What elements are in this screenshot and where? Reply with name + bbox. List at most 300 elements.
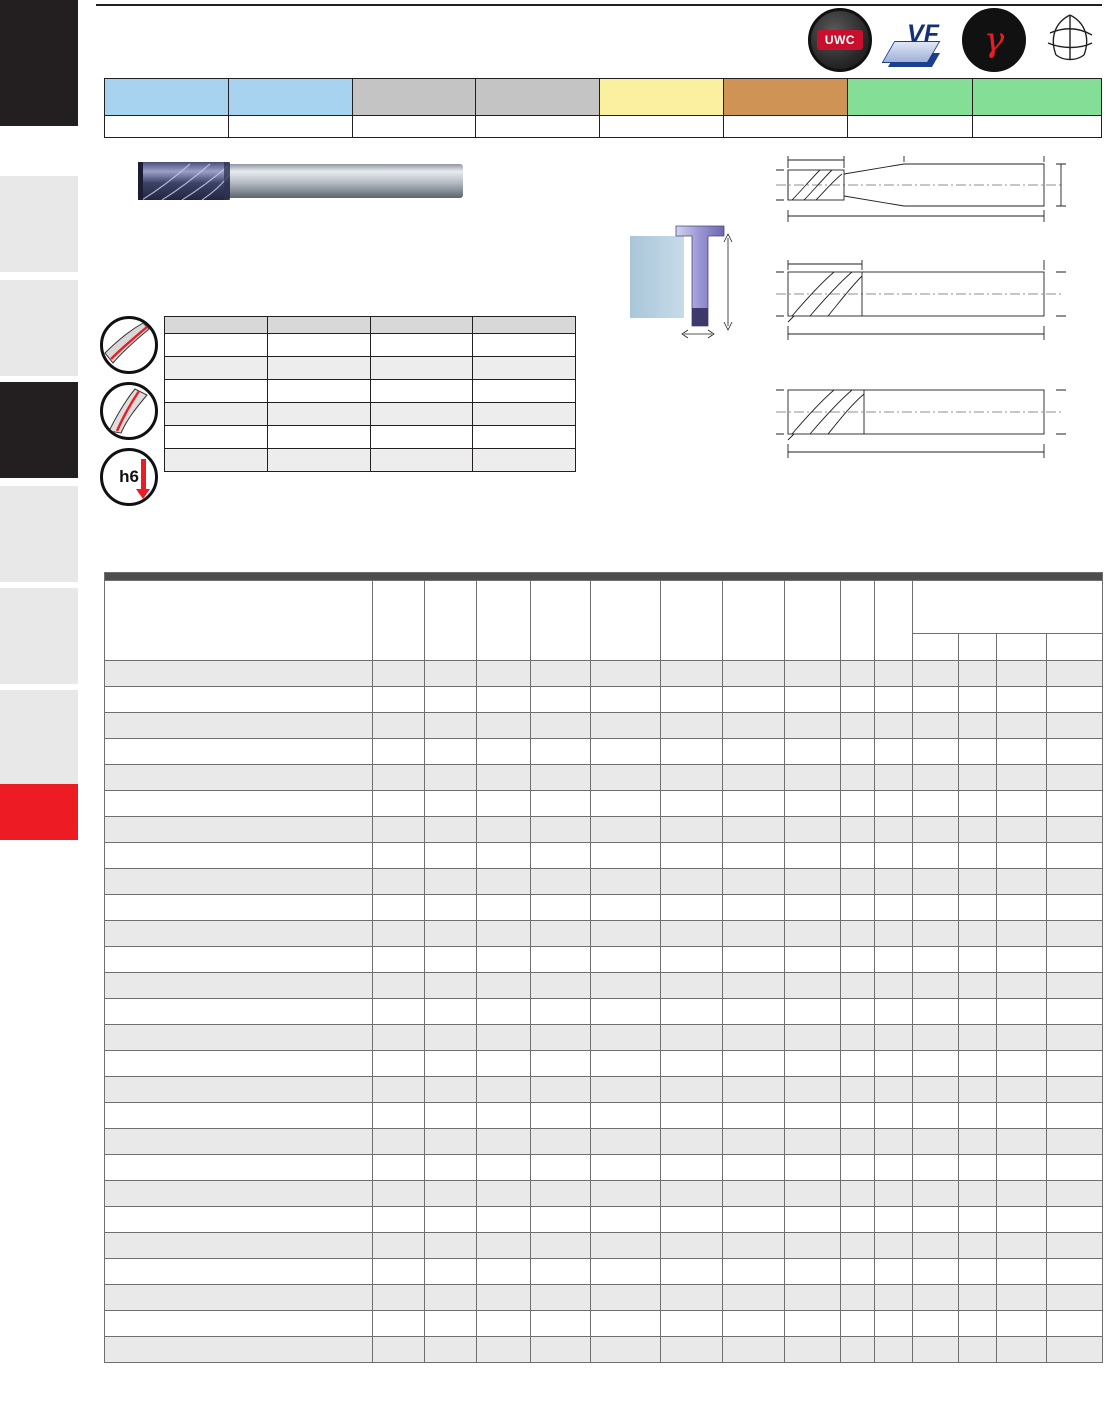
table-group-header-cell-2	[373, 581, 425, 661]
table-cell	[913, 947, 959, 973]
table-cell	[1047, 1155, 1103, 1181]
table-cell	[661, 791, 723, 817]
table-cell	[785, 765, 841, 791]
spec-cell	[165, 403, 268, 426]
color-strip-cell-6	[724, 79, 848, 115]
table-cell	[531, 687, 591, 713]
table-cell	[997, 1285, 1047, 1311]
spec-cell	[267, 380, 370, 403]
table-cell	[875, 1337, 913, 1363]
spec-cell	[370, 357, 473, 380]
table-cell	[1047, 791, 1103, 817]
table-cell	[959, 1025, 997, 1051]
table-cell	[373, 1285, 425, 1311]
flute-geometry-icon	[1040, 9, 1100, 72]
table-cell	[105, 817, 373, 843]
table-cell	[913, 1129, 959, 1155]
table-cell	[841, 869, 875, 895]
table-cell	[723, 1233, 785, 1259]
table-cell	[477, 947, 531, 973]
table-group-header-cell-6	[591, 581, 661, 661]
table-cell	[723, 739, 785, 765]
sidebar-tab-7[interactable]	[0, 690, 78, 786]
table-cell	[997, 921, 1047, 947]
table-cell	[531, 1051, 591, 1077]
sidebar-tab-8[interactable]	[0, 784, 78, 840]
down-arrow-icon	[141, 459, 146, 489]
table-cell	[997, 973, 1047, 999]
table-cell	[841, 1155, 875, 1181]
color-strip-subcell-7	[848, 116, 974, 137]
table-cell	[425, 1025, 477, 1051]
table-cell	[1047, 1207, 1103, 1233]
spec-row	[165, 449, 576, 472]
flute-edge-svg	[103, 319, 155, 371]
table-cell	[105, 1077, 373, 1103]
table-cell	[425, 817, 477, 843]
table-cell	[997, 1077, 1047, 1103]
table-cell	[591, 999, 661, 1025]
table-cell	[997, 1129, 1047, 1155]
table-group-header-cell-11	[875, 581, 913, 661]
color-strip-cell-7	[848, 79, 974, 115]
table-cell	[661, 895, 723, 921]
spec-cell	[370, 449, 473, 472]
spec-cell	[267, 334, 370, 357]
table-row[interactable]	[105, 1077, 1103, 1103]
table-cell	[997, 1155, 1047, 1181]
table-cell	[373, 1259, 425, 1285]
spec-cell	[370, 426, 473, 449]
table-cell	[785, 895, 841, 921]
table-cell	[723, 1285, 785, 1311]
table-cell	[841, 1311, 875, 1337]
table-cell	[841, 843, 875, 869]
table-cell	[913, 869, 959, 895]
table-cell	[841, 1207, 875, 1233]
table-cell	[785, 739, 841, 765]
sidebar-tab-3[interactable]	[0, 280, 78, 376]
table-cell	[723, 661, 785, 687]
table-cell	[477, 1155, 531, 1181]
table-cell	[959, 817, 997, 843]
table-row[interactable]	[105, 1337, 1103, 1363]
table-cell	[425, 713, 477, 739]
table-group-header-cell-12	[913, 581, 1103, 634]
table-row[interactable]	[105, 1155, 1103, 1181]
table-cell	[373, 765, 425, 791]
table-cell	[913, 1025, 959, 1051]
table-cell	[425, 661, 477, 687]
table-cell	[723, 713, 785, 739]
color-strip-cell-4	[476, 79, 600, 115]
table-row[interactable]	[105, 1103, 1103, 1129]
table-row[interactable]	[105, 713, 1103, 739]
table-cell	[105, 999, 373, 1025]
table-cell	[913, 1259, 959, 1285]
spec-table-header-bar	[165, 317, 576, 334]
table-row[interactable]	[105, 895, 1103, 921]
table-cell	[785, 1337, 841, 1363]
sidebar-tab-2[interactable]	[0, 176, 78, 272]
table-cell	[531, 1233, 591, 1259]
table-cell	[477, 1233, 531, 1259]
table-cell	[959, 1207, 997, 1233]
table-cell	[841, 1337, 875, 1363]
table-cell	[477, 869, 531, 895]
spec-row	[165, 403, 576, 426]
table-row[interactable]	[105, 1311, 1103, 1337]
end-mill-photo	[128, 152, 478, 214]
table-cell	[591, 1207, 661, 1233]
table-cell	[785, 1285, 841, 1311]
table-cell	[531, 843, 591, 869]
table-cell	[785, 843, 841, 869]
table-cell	[913, 661, 959, 687]
sidebar-tab-5[interactable]	[0, 486, 78, 582]
table-row[interactable]	[105, 869, 1103, 895]
table-row[interactable]	[105, 661, 1103, 687]
table-cell	[373, 1025, 425, 1051]
table-cell	[841, 895, 875, 921]
table-cell	[841, 1103, 875, 1129]
table-cell	[477, 1337, 531, 1363]
table-row[interactable]	[105, 817, 1103, 843]
table-row[interactable]	[105, 921, 1103, 947]
table-cell	[425, 1103, 477, 1129]
table-group-header-cell-1	[105, 581, 373, 661]
table-cell	[477, 817, 531, 843]
table-cell	[875, 1129, 913, 1155]
table-cell	[1047, 869, 1103, 895]
table-cell	[959, 713, 997, 739]
table-cell	[1047, 661, 1103, 687]
table-cell	[785, 687, 841, 713]
table-cell	[477, 895, 531, 921]
table-cell	[591, 1337, 661, 1363]
table-cell	[875, 1103, 913, 1129]
table-cell	[661, 1051, 723, 1077]
table-cell	[841, 947, 875, 973]
table-cell	[875, 791, 913, 817]
table-cell	[875, 1025, 913, 1051]
table-cell	[591, 791, 661, 817]
table-row[interactable]	[105, 999, 1103, 1025]
table-cell	[373, 1051, 425, 1077]
table-row[interactable]	[105, 1285, 1103, 1311]
table-cell	[477, 1285, 531, 1311]
table-row[interactable]	[105, 739, 1103, 765]
table-cell	[477, 1259, 531, 1285]
table-cell	[997, 1051, 1047, 1077]
table-cell	[1047, 973, 1103, 999]
table-cell	[661, 1129, 723, 1155]
table-cell	[841, 921, 875, 947]
technical-drawing-2-svg	[772, 254, 1072, 348]
table-cell	[723, 843, 785, 869]
table-cell	[723, 1181, 785, 1207]
table-cell	[959, 739, 997, 765]
table-cell	[997, 817, 1047, 843]
gamma-badge	[962, 8, 1026, 72]
table-cell	[661, 765, 723, 791]
spec-cell	[473, 334, 576, 357]
table-cell	[425, 1259, 477, 1285]
table-row[interactable]	[105, 947, 1103, 973]
table-cell	[105, 947, 373, 973]
table-row[interactable]	[105, 1259, 1103, 1285]
technical-drawing-long	[772, 374, 1072, 466]
table-cell	[785, 1181, 841, 1207]
table-cell	[913, 713, 959, 739]
table-cell	[425, 1285, 477, 1311]
table-group-header-cell-9	[785, 581, 841, 661]
table-cell	[997, 1337, 1047, 1363]
table-cell	[373, 1129, 425, 1155]
spec-cell	[473, 449, 576, 472]
sidebar-tab-6[interactable]	[0, 588, 78, 684]
table-group-header-cell-5	[531, 581, 591, 661]
table-cell	[841, 713, 875, 739]
color-strip-cell-2	[229, 79, 353, 115]
table-cell	[997, 765, 1047, 791]
table-cell	[723, 1311, 785, 1337]
table-row[interactable]	[105, 791, 1103, 817]
color-strip-subcell-4	[476, 116, 600, 137]
sidebar-tab-1[interactable]	[0, 0, 78, 126]
table-cell	[959, 791, 997, 817]
table-cell	[1047, 895, 1103, 921]
table-cell	[913, 1233, 959, 1259]
table-cell	[425, 1311, 477, 1337]
table-cell	[913, 1337, 959, 1363]
table-cell	[531, 1311, 591, 1337]
table-cell	[997, 713, 1047, 739]
table-cell	[913, 895, 959, 921]
table-cell	[105, 687, 373, 713]
table-cell	[477, 739, 531, 765]
table-cell	[785, 1233, 841, 1259]
spec-cell	[165, 334, 268, 357]
table-cell	[875, 843, 913, 869]
table-cell	[785, 661, 841, 687]
table-cell	[875, 1207, 913, 1233]
table-cell	[997, 843, 1047, 869]
table-cell	[531, 999, 591, 1025]
badge-row	[808, 8, 1100, 72]
product-data-table-wrap	[104, 572, 1102, 1363]
table-cell	[425, 739, 477, 765]
table-cell	[1047, 1337, 1103, 1363]
table-cell	[425, 895, 477, 921]
spec-cell	[370, 403, 473, 426]
table-cell	[785, 817, 841, 843]
table-cell	[997, 999, 1047, 1025]
table-cell	[425, 1181, 477, 1207]
sidebar-tab-4[interactable]	[0, 382, 78, 478]
uwc-badge	[808, 8, 872, 72]
table-cell	[913, 765, 959, 791]
table-cell	[373, 1337, 425, 1363]
table-row[interactable]	[105, 765, 1103, 791]
table-cell	[785, 947, 841, 973]
table-row[interactable]	[105, 973, 1103, 999]
table-cell	[661, 713, 723, 739]
table-cell	[997, 1103, 1047, 1129]
table-cell	[913, 817, 959, 843]
table-cell	[959, 1233, 997, 1259]
vf-badge	[886, 11, 948, 69]
table-cell	[1047, 713, 1103, 739]
table-cell	[723, 1259, 785, 1285]
table-cell	[425, 947, 477, 973]
table-cell	[997, 739, 1047, 765]
table-cell	[425, 999, 477, 1025]
spec-row	[165, 334, 576, 357]
header-rule	[96, 4, 1102, 6]
table-row[interactable]	[105, 1181, 1103, 1207]
table-row[interactable]	[105, 1051, 1103, 1077]
table-row[interactable]	[105, 1207, 1103, 1233]
table-cell	[913, 1077, 959, 1103]
table-cell	[875, 1285, 913, 1311]
color-strip-subcell-8	[973, 116, 1101, 137]
table-cell	[1047, 1103, 1103, 1129]
table-cell	[425, 1129, 477, 1155]
table-cell	[425, 1051, 477, 1077]
table-cell	[373, 921, 425, 947]
feature-icon-column	[100, 316, 156, 514]
table-cell	[425, 1077, 477, 1103]
table-cell	[591, 1103, 661, 1129]
table-cell	[723, 1337, 785, 1363]
table-cell	[661, 817, 723, 843]
table-cell	[959, 973, 997, 999]
table-cell	[105, 869, 373, 895]
table-cell	[477, 1129, 531, 1155]
table-cell	[841, 1051, 875, 1077]
table-cell	[997, 1181, 1047, 1207]
table-cell	[841, 973, 875, 999]
spec-header-2	[267, 317, 370, 334]
table-cell	[997, 1259, 1047, 1285]
table-cell	[373, 1155, 425, 1181]
table-cell	[913, 1285, 959, 1311]
cutting-edge-icon	[100, 382, 158, 440]
table-cell	[105, 1311, 373, 1337]
table-cell	[373, 999, 425, 1025]
table-cell	[785, 921, 841, 947]
table-row[interactable]	[105, 843, 1103, 869]
table-cell	[785, 1207, 841, 1233]
table-cell	[661, 661, 723, 687]
table-cell	[425, 921, 477, 947]
table-cell	[1047, 1181, 1103, 1207]
table-cell	[841, 1181, 875, 1207]
table-cell	[661, 1259, 723, 1285]
table-cell	[959, 1155, 997, 1181]
table-cell	[531, 765, 591, 791]
flute-geometry-svg	[1040, 9, 1100, 67]
table-cell	[913, 1207, 959, 1233]
table-cell	[723, 1025, 785, 1051]
technical-drawing-standard	[772, 254, 1072, 348]
table-group-header-cell-4	[477, 581, 531, 661]
table-cell	[875, 895, 913, 921]
spec-cell	[165, 426, 268, 449]
color-strip-subcell-1	[105, 116, 229, 137]
table-cell	[1047, 921, 1103, 947]
table-cell	[373, 1207, 425, 1233]
table-cell	[531, 791, 591, 817]
spec-cell	[473, 357, 576, 380]
table-cell	[1047, 1311, 1103, 1337]
table-cap-bar	[105, 573, 1103, 581]
table-cell	[723, 791, 785, 817]
spec-cell	[370, 334, 473, 357]
table-cell	[373, 1311, 425, 1337]
color-strip-subcell-6	[724, 116, 848, 137]
table-cell	[591, 973, 661, 999]
flute-edge-icon	[100, 316, 158, 374]
table-cell	[661, 739, 723, 765]
table-cell	[723, 999, 785, 1025]
table-cell	[591, 1025, 661, 1051]
table-row[interactable]	[105, 1025, 1103, 1051]
table-cell	[841, 687, 875, 713]
table-cell	[425, 791, 477, 817]
table-cell	[105, 921, 373, 947]
table-cell	[591, 1077, 661, 1103]
table-cell	[785, 1259, 841, 1285]
table-cell	[875, 687, 913, 713]
table-cell	[373, 1103, 425, 1129]
table-sub-header-cell-3	[997, 634, 1047, 661]
table-cell	[959, 1129, 997, 1155]
table-cell	[959, 1259, 997, 1285]
table-cell	[531, 947, 591, 973]
table-cell	[785, 869, 841, 895]
color-strip-cell-5	[600, 79, 724, 115]
table-cell	[661, 1337, 723, 1363]
table-cell	[875, 921, 913, 947]
table-cell	[785, 713, 841, 739]
table-row[interactable]	[105, 1129, 1103, 1155]
table-cell	[373, 661, 425, 687]
table-cell	[477, 687, 531, 713]
table-cell	[477, 1207, 531, 1233]
table-cell	[373, 973, 425, 999]
table-cell	[373, 687, 425, 713]
table-cell	[913, 1181, 959, 1207]
table-cell	[875, 713, 913, 739]
table-cell	[841, 999, 875, 1025]
table-cell	[997, 1233, 1047, 1259]
table-cell	[959, 765, 997, 791]
table-cell	[477, 791, 531, 817]
table-cell	[531, 921, 591, 947]
table-cell	[105, 1337, 373, 1363]
table-cell	[531, 1181, 591, 1207]
technical-drawing-1-svg	[772, 148, 1072, 228]
spec-header-4	[473, 317, 576, 334]
table-cell	[913, 999, 959, 1025]
table-row[interactable]	[105, 1233, 1103, 1259]
table-group-header-cell-3	[425, 581, 477, 661]
table-cell	[1047, 817, 1103, 843]
table-cell	[105, 765, 373, 791]
table-row[interactable]	[105, 687, 1103, 713]
